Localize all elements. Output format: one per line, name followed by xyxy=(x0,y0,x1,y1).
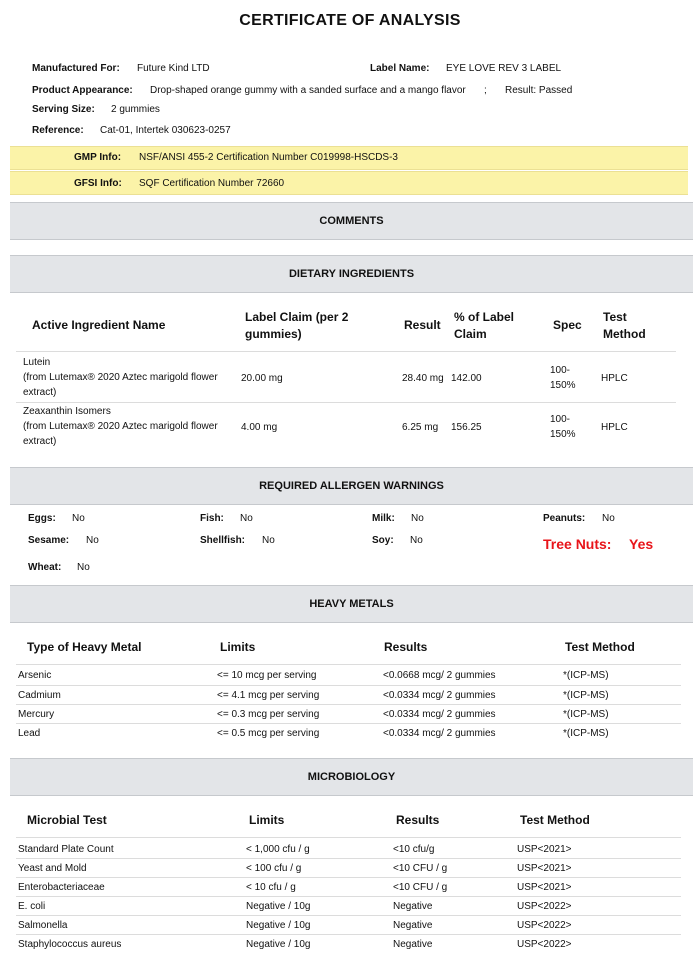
metals-col-type: Type of Heavy Metal xyxy=(27,640,142,654)
micro-test: E. coli xyxy=(18,901,46,912)
pct-label-claim: 156.25 xyxy=(451,422,482,433)
label-claim: 4.00 mg xyxy=(241,422,278,433)
metal-limits: <= 0.5 mcg per serving xyxy=(217,728,320,739)
serving-size-label: Serving Size: xyxy=(32,104,95,115)
divider xyxy=(16,685,681,686)
micro-col-method: Test Method xyxy=(520,813,590,827)
dietary-col-pct-line1: % of Label xyxy=(454,310,515,324)
micro-limits: < 1,000 cfu / g xyxy=(246,844,310,855)
allergen-wheat-value: No xyxy=(77,562,90,573)
ingredient-source: (from Lutemax® 2020 Aztec marigold flower xyxy=(23,421,218,432)
micro-method: USP<2022> xyxy=(517,920,572,931)
micro-limits: Negative / 10g xyxy=(246,920,311,931)
dietary-col-spec: Spec xyxy=(553,318,582,332)
appearance-value: Drop-shaped orange gummy with a sanded surface and a mango flavor xyxy=(150,85,466,96)
divider xyxy=(16,723,681,724)
micro-limits: Negative / 10g xyxy=(246,901,311,912)
divider xyxy=(16,858,681,859)
allergen-treenuts-label: Tree Nuts: xyxy=(543,536,612,552)
metal-method: *(ICP-MS) xyxy=(563,690,609,701)
divider xyxy=(16,896,681,897)
test-method: HPLC xyxy=(601,373,628,384)
spec xyxy=(550,412,576,442)
allergen-sesame-value: No xyxy=(86,535,99,546)
divider xyxy=(16,837,681,838)
micro-col-limits: Limits xyxy=(249,813,285,827)
micro-method: USP<2021> xyxy=(517,863,572,874)
appearance-label: Product Appearance: xyxy=(32,85,133,96)
metal-limits: <= 0.3 mcg per serving xyxy=(217,709,320,720)
divider xyxy=(16,704,681,705)
micro-col-test: Microbial Test xyxy=(27,813,107,827)
appearance-separator: ; xyxy=(484,85,487,96)
metals-col-method: Test Method xyxy=(565,640,635,654)
ingredient-name: Zeaxanthin Isomers xyxy=(23,406,111,417)
reference-label: Reference: xyxy=(32,125,84,136)
allergen-treenuts-value: Yes xyxy=(629,536,654,552)
divider xyxy=(16,351,676,352)
dietary-col-claim xyxy=(245,309,348,343)
micro-test: Enterobacteriaceae xyxy=(18,882,105,893)
metal-results: <0.0334 mcg/ 2 gummies xyxy=(383,709,496,720)
allergen-peanuts-value: No xyxy=(602,513,615,524)
micro-results: <10 CFU / g xyxy=(393,882,448,893)
heavy-metals-header: HEAVY METALS xyxy=(10,585,693,623)
dietary-col-result: Result xyxy=(404,318,441,332)
reference-value: Cat-01, Intertek 030623-0257 xyxy=(100,125,231,136)
dietary-col-method xyxy=(603,309,646,343)
micro-results: Negative xyxy=(393,939,433,950)
divider xyxy=(16,402,676,403)
ingredient-source-cont: extract) xyxy=(23,436,57,447)
dietary-col-claim-line2: gummies) xyxy=(245,327,302,341)
ingredient-source-cont: extract) xyxy=(23,387,57,398)
gmp-label: GMP Info: xyxy=(74,152,122,163)
dietary-col-name: Active Ingredient Name xyxy=(32,318,166,332)
metal-type: Cadmium xyxy=(18,690,61,701)
micro-limits: Negative / 10g xyxy=(246,939,311,950)
dietary-col-pct xyxy=(454,309,514,343)
gmp-info-bar xyxy=(10,146,688,170)
microbiology-header: MICROBIOLOGY xyxy=(10,758,693,796)
label-claim: 20.00 mg xyxy=(241,373,283,384)
micro-results: <10 cfu/g xyxy=(393,844,435,855)
allergen-eggs-value: No xyxy=(72,513,85,524)
ingredient-source: (from Lutemax® 2020 Aztec marigold flower xyxy=(23,372,218,383)
metal-type: Lead xyxy=(18,728,41,739)
micro-limits: < 10 cfu / g xyxy=(246,882,296,893)
gmp-value: NSF/ANSI 455-2 Certification Number C019998-HSCDS-3 xyxy=(139,152,398,163)
micro-test: Standard Plate Count xyxy=(18,844,114,855)
metal-method: *(ICP-MS) xyxy=(563,709,609,720)
spec-line1: 100- xyxy=(550,414,571,425)
result: 28.40 mg xyxy=(402,373,444,384)
pct-label-claim: 142.00 xyxy=(451,373,482,384)
result-value: Result: Passed xyxy=(505,85,573,96)
divider xyxy=(16,664,681,665)
divider xyxy=(16,934,681,935)
metal-method: *(ICP-MS) xyxy=(563,728,609,739)
result: 6.25 mg xyxy=(402,422,439,433)
gfsi-info-bar xyxy=(10,171,688,195)
manufactured-for-value: Future Kind LTD xyxy=(137,63,210,74)
table-row xyxy=(23,404,218,449)
divider xyxy=(16,877,681,878)
dietary-ingredients-header: DIETARY INGREDIENTS xyxy=(10,255,693,293)
micro-results: <10 CFU / g xyxy=(393,863,448,874)
metal-results: <0.0334 mcg/ 2 gummies xyxy=(383,690,496,701)
document-title: CERTIFICATE OF ANALYSIS xyxy=(239,12,461,29)
gfsi-value: SQF Certification Number 72660 xyxy=(139,178,285,189)
metal-limits: <= 4.1 mcg per serving xyxy=(217,690,320,701)
micro-results: Negative xyxy=(393,901,433,912)
metal-results: <0.0334 mcg/ 2 gummies xyxy=(383,728,496,739)
label-name-value: EYE LOVE REV 3 LABEL xyxy=(446,63,562,74)
micro-test: Staphylococcus aureus xyxy=(18,939,122,950)
allergen-soy-label: Soy: xyxy=(372,535,394,546)
allergen-peanuts-label: Peanuts: xyxy=(543,513,586,524)
allergen-fish-label: Fish: xyxy=(200,513,224,524)
metal-type: Arsenic xyxy=(18,670,52,681)
dietary-col-pct-line2: Claim xyxy=(454,327,487,341)
micro-method: USP<2022> xyxy=(517,939,572,950)
allergen-shellfish-label: Shellfish: xyxy=(200,535,246,546)
micro-test: Salmonella xyxy=(18,920,68,931)
micro-limits: < 100 cfu / g xyxy=(246,863,302,874)
manufactured-for-label: Manufactured For: xyxy=(32,63,120,74)
divider xyxy=(16,915,681,916)
allergen-wheat-label: Wheat: xyxy=(28,562,62,573)
micro-method: USP<2022> xyxy=(517,901,572,912)
allergen-sesame-label: Sesame: xyxy=(28,535,70,546)
allergen-fish-value: No xyxy=(240,513,253,524)
metal-limits: <= 10 mcg per serving xyxy=(217,670,317,681)
spec-line2: 150% xyxy=(550,380,576,391)
allergen-shellfish-value: No xyxy=(262,535,275,546)
serving-size-value: 2 gummies xyxy=(111,104,160,115)
dietary-col-method-line1: Test xyxy=(603,310,627,324)
micro-col-results: Results xyxy=(396,813,440,827)
ingredient-name: Lutein xyxy=(23,357,51,368)
metal-results: <0.0668 mcg/ 2 gummies xyxy=(383,670,496,681)
metal-type: Mercury xyxy=(18,709,55,720)
spec-line1: 100- xyxy=(550,365,571,376)
metals-col-results: Results xyxy=(384,640,428,654)
allergen-soy-value: No xyxy=(410,535,423,546)
label-name-label: Label Name: xyxy=(370,63,430,74)
gfsi-label: GFSI Info: xyxy=(74,178,122,189)
micro-method: USP<2021> xyxy=(517,882,572,893)
comments-header: COMMENTS xyxy=(10,202,693,240)
metal-method: *(ICP-MS) xyxy=(563,670,609,681)
allergen-milk-value: No xyxy=(411,513,424,524)
dietary-col-claim-line1: Label Claim (per 2 xyxy=(245,310,349,324)
spec-line2: 150% xyxy=(550,429,576,440)
micro-results: Negative xyxy=(393,920,433,931)
table-row xyxy=(23,355,218,400)
micro-method: USP<2021> xyxy=(517,844,572,855)
spec xyxy=(550,363,576,393)
metals-col-limits: Limits xyxy=(220,640,256,654)
allergen-warnings-header: REQUIRED ALLERGEN WARNINGS xyxy=(10,467,693,505)
allergen-eggs-label: Eggs: xyxy=(28,513,56,524)
test-method: HPLC xyxy=(601,422,628,433)
micro-test: Yeast and Mold xyxy=(18,863,87,874)
dietary-col-method-line2: Method xyxy=(603,327,646,341)
allergen-milk-label: Milk: xyxy=(372,513,395,524)
